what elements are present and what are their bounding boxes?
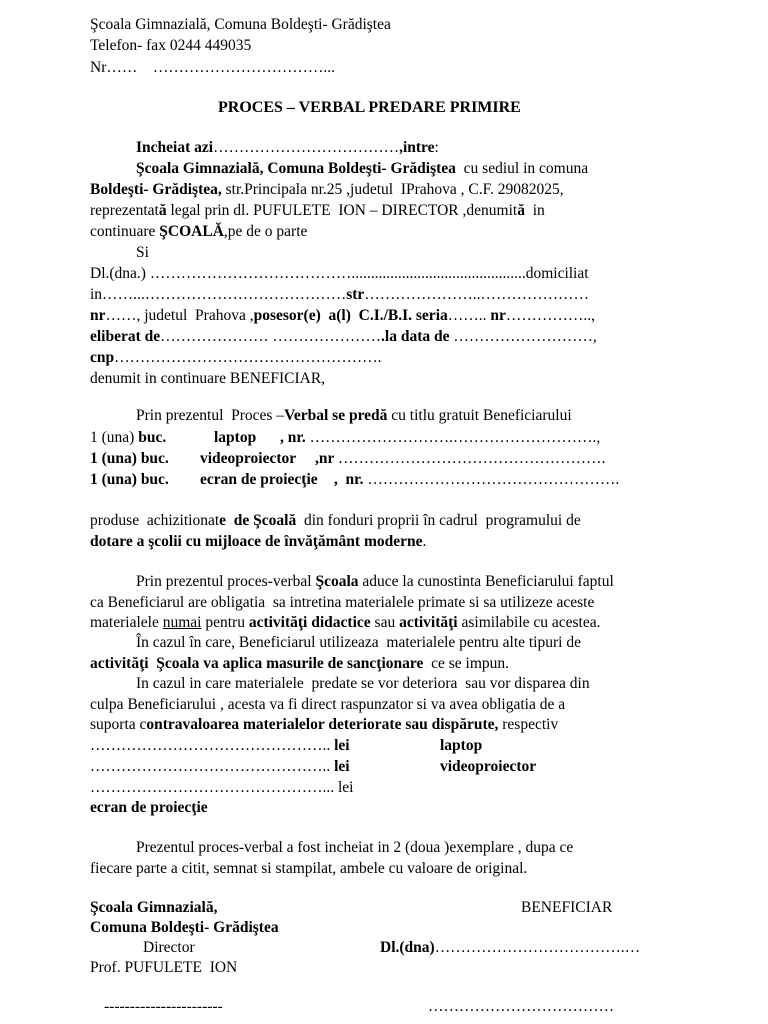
produse-text-a: produse achizitionat (90, 512, 220, 529)
item3-nr-line (330, 470, 619, 490)
ob3-numai: numai (162, 614, 202, 631)
in-label: in… (90, 286, 118, 303)
representative-line (90, 201, 545, 221)
obligations-line-7: culpa Beneficiarului , acesta va fi direct raspunzator si va avea obligatia de a (90, 696, 566, 713)
dl-line (90, 264, 589, 284)
ob1-b: Şcoala (315, 573, 359, 590)
produse-line-2 (90, 532, 426, 552)
dl-dots: …………………………………............................................. (149, 265, 526, 282)
lei1-dots: ……………………………………….. (90, 737, 335, 754)
intre-text: ,intre (399, 139, 435, 156)
document-title: PROCES – VERBAL PREDARE PRIMIRE (218, 99, 521, 116)
lei-line-3 (90, 778, 354, 798)
item1-nr-line (280, 428, 600, 448)
obligations-line-6: In cazul in care materialele predate se vor deteriora sau vor disparea din (136, 675, 590, 692)
continuare-line (90, 222, 307, 242)
dl-label: Dl.(dna.) (90, 265, 150, 282)
item1-name: laptop (214, 429, 257, 446)
sig-left-line: ----------------------- (104, 998, 223, 1015)
cnp-line (90, 348, 382, 368)
lei-line-2 (90, 757, 350, 777)
seat-text: cu sediul in comuna (463, 160, 589, 177)
ob8-b: ontravaloarea materialelor deteriorate sau dispărute, (146, 716, 499, 733)
nr2-label: nr (490, 307, 506, 324)
str-label: str (346, 286, 365, 303)
item2-dots: ……………………………………………. (337, 450, 606, 467)
lei3-dots: ………………………………………... (90, 779, 338, 796)
item1-dots: ……………………….………………………., (309, 429, 601, 446)
sig-left-role: Director (143, 939, 195, 956)
address-rest: str.Principala nr.25 ,judetul IPrahova , C.F. 29082025, (225, 181, 564, 198)
sig-left-school: Şcoala Gimnazială, (90, 899, 218, 916)
rep-text-3: in (524, 202, 545, 219)
nr-label-2: nr (90, 307, 106, 324)
obligations-line-3 (90, 613, 601, 633)
lei1-label: lei (334, 737, 350, 754)
produse-text-e: e (219, 512, 227, 529)
ob3-f: asimilabile cu acestea. (457, 614, 601, 631)
item2-qty: 1 (una) buc. (90, 450, 169, 467)
domiciliat-label: domiciliat (525, 265, 589, 282)
verbal-bold: Verbal se predă (284, 407, 388, 424)
cnp-label: cnp (90, 349, 115, 366)
seria-dots: …….. (447, 307, 491, 324)
incheiat-label: Incheiat azi (136, 139, 214, 156)
produse-end: . (422, 533, 427, 550)
lei2-item: videoproiector (440, 758, 537, 775)
produse-text-c: din fonduri proprii în cadrul programului de (296, 512, 581, 529)
nr-dots: ……………………………... (152, 59, 335, 76)
sig-right-dl: Dl.(dna) (380, 939, 435, 956)
closing-line-1: Prezentul proces-verbal a fost incheiat in 2 (doua )exemplare , dupa ce (136, 839, 574, 856)
nr-label: Nr…… (90, 59, 138, 76)
lei2-dots: ……………………………………….. (90, 758, 335, 775)
in-dots: …...………………………………… (117, 286, 347, 303)
ob5-b: ce se impun. (423, 655, 510, 672)
obligations-line-8 (90, 715, 558, 735)
scoala-caps: ŞCOALĂ (159, 223, 224, 240)
lei-line-1 (90, 736, 350, 756)
sig-left-name: Prof. PUFULETE ION (90, 959, 238, 976)
items-intro-prefix: Prin prezentul Proces – (136, 407, 285, 424)
sig-left-commune: Comuna Boldeşti- Grădiştea (90, 919, 279, 936)
eliberat-label: eliberat de (90, 328, 161, 345)
item-laptop-line (90, 428, 166, 448)
str-dots: …………………..………………… (364, 286, 590, 303)
continuare-prefix: continuare (90, 223, 160, 240)
item3-name: ecran de proiecţie (200, 471, 318, 488)
nr2-dots: …………….., (505, 307, 595, 324)
eliberat-dots: ………………… ………………… (160, 328, 382, 345)
location-bold: Boldeşti- Grădiştea, (90, 181, 222, 198)
rep-accent-2: ă (517, 202, 525, 219)
produse-program: dotare a şcolii cu mijloace de învăţământ moderne (90, 533, 423, 550)
item3-nr: , nr. (330, 471, 368, 488)
ob8-a: suporta c (90, 716, 147, 733)
items-intro-suffix: cu titlu gratuit Beneficiarului (387, 407, 572, 424)
produse-line-1 (90, 511, 581, 531)
header-nr (90, 58, 335, 78)
continuare-suffix: ,pe de o parte (223, 223, 308, 240)
ob8-c: respectiv (498, 716, 559, 733)
obligations-line-5 (90, 654, 509, 674)
header-school: Şcoala Gimnazială, Comuna Boldeşti- Grădiştea (90, 16, 391, 33)
lei1-item: laptop (440, 737, 483, 754)
ob3-d: sau (370, 614, 400, 631)
denumit-line: denumit in continuare BENEFICIAR, (90, 370, 326, 387)
posesor-label: posesor(e) a(l) C.I./B.I. seria (253, 307, 448, 324)
ob3-e: activităţi (399, 614, 458, 631)
rep-text-1: reprezentat (90, 202, 159, 219)
lei3-item: ecran de proiecţie (90, 799, 208, 816)
closing-line-2: fiecare parte a citit, semnat si stampilat, ambele cu valoare de original. (90, 860, 528, 877)
item3-dots: …………………………………………. (367, 471, 620, 488)
item3-qty: 1 (una) buc. (90, 471, 169, 488)
obligations-line-1 (136, 572, 614, 592)
nr-judet-text: ……, judetul Prahova , (105, 307, 254, 324)
item2-nr: ,nr (315, 450, 338, 467)
school-name: Şcoala Gimnazială, Comuna Boldeşti- Grădiştea (136, 160, 456, 177)
item2-name: videoproiector (200, 450, 297, 467)
intre-colon: : (434, 139, 439, 156)
sig-right-dl-line (380, 938, 640, 958)
sig-right-dots: ……………………………….… (434, 939, 641, 956)
sig-right-title: BENEFICIAR (521, 899, 613, 916)
sig-right-line: ……………………………… (428, 998, 614, 1015)
ob1-a: Prin prezentul proces-verbal (136, 573, 316, 590)
incheiat-line (136, 138, 439, 158)
header-phone: Telefon- fax 0244 449035 (90, 37, 252, 54)
ob3-a: materialele (90, 614, 163, 631)
item1-qty: 1 (una) (90, 429, 139, 446)
item1-buc: buc. (138, 429, 167, 446)
ob3-c: activităţi didactice (248, 614, 371, 631)
rep-text-2: legal prin dl. PUFULETE ION – DIRECTOR ,denumit (166, 202, 518, 219)
address-line (90, 180, 564, 200)
ob3-b: pentru (201, 614, 249, 631)
school-seat-line (136, 159, 588, 179)
nr-posesor-line (90, 306, 595, 326)
produse-text-b: de Şcoală (226, 512, 297, 529)
ob1-c: aduce la cunostinta Beneficiarului faptul (358, 573, 614, 590)
in-str-line (90, 285, 589, 305)
rep-accent-1: ă (158, 202, 167, 219)
items-intro (136, 406, 572, 426)
item2-nr-line (315, 449, 605, 469)
si-text: Si (136, 244, 149, 261)
obligations-line-4: În cazul în care, Beneficiarul utilizeaza materialele pentru alte tipuri de (136, 634, 581, 651)
cnp-dots: ……………………………………………. (114, 349, 382, 366)
ob5-a: activităţi Şcoala va aplica masurile de sancţionare (90, 655, 424, 672)
lei3-label: lei (338, 779, 354, 796)
obligations-line-2: ca Beneficiarul are obligatia sa intretina materialele primate si sa utilizeze aceste (90, 594, 595, 611)
eliberat-line (90, 327, 597, 347)
la-data-label: .la data de (381, 328, 454, 345)
item1-nr: , nr. (280, 429, 310, 446)
la-data-dots: ………………………, (453, 328, 597, 345)
lei2-label: lei (334, 758, 350, 775)
incheiat-dots: ……………………………… (213, 139, 400, 156)
